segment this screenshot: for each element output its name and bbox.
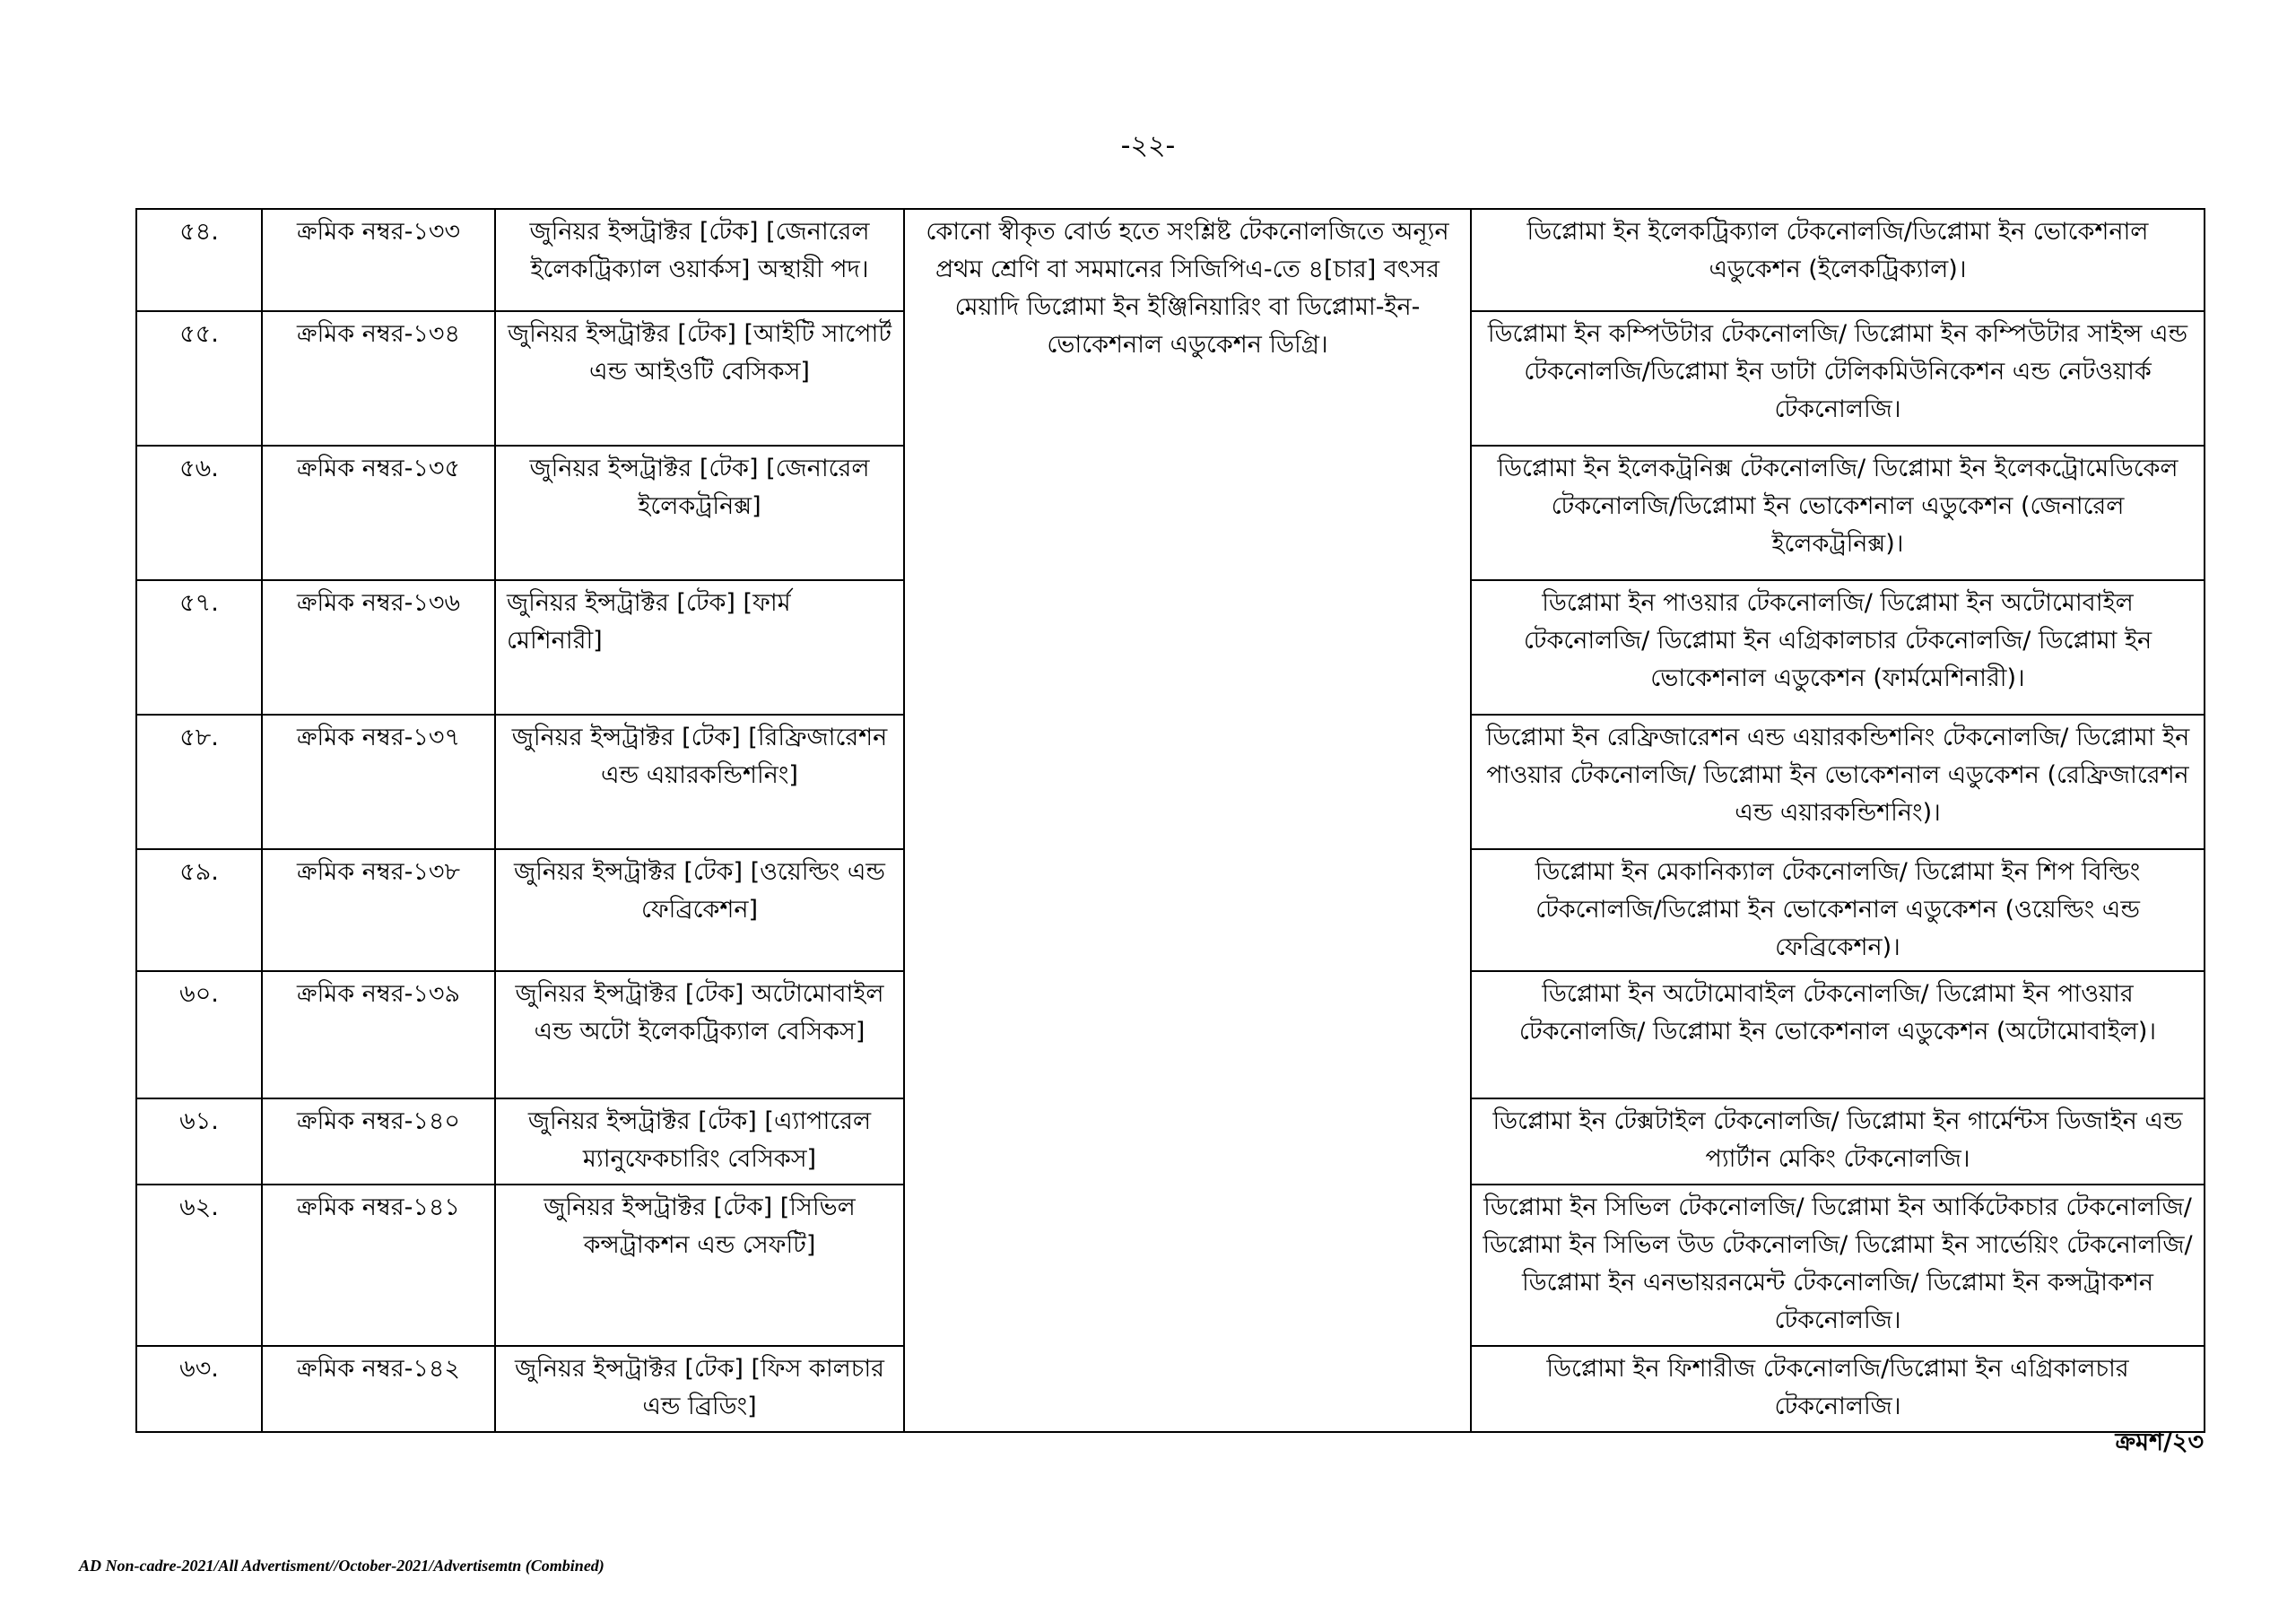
- table-row: [136, 209, 2205, 311]
- row-post: জুনিয়র ইন্সট্রাক্টর [টেক] [ফিস কালচার এন্ড ব্রিডিং]: [495, 1346, 904, 1432]
- row-serial: ক্রমিক নম্বর-১৪১: [262, 1185, 495, 1346]
- row-post: জুনিয়র ইন্সট্রাক্টর [টেক] [আইটি সাপোর্ট এন্ড আইওটি বেসিকস]: [495, 311, 904, 446]
- row-serial: ক্রমিক নম্বর-১৩৪: [262, 311, 495, 446]
- row-education: ডিপ্লোমা ইন সিভিল টেকনোলজি/ ডিপ্লোমা ইন আর্কিটেকচার টেকনোলজি/ডিপ্লোমা ইন সিভিল উড টেকনোলজি/ ডিপ্লোমা ইন সার্ভেয়িং টেকনোলজি/ ডিপ্লোমা ইন এনভায়রনমেন্ট টেকনোলজি/ ডিপ্লোমা ইন কন্সট্রাকশন টেকনোলজি।: [1471, 1185, 2205, 1346]
- row-education: ডিপ্লোমা ইন রেফ্রিজারেশন এন্ড এয়ারকন্ডিশনিং টেকনোলজি/ ডিপ্লোমা ইন পাওয়ার টেকনোলজি/ ডিপ্লোমা ইন ভোকেশনাল এডুকেশন (রেফ্রিজারেশন এন্ড এয়ারকন্ডিশনিং)।: [1471, 715, 2205, 849]
- row-sl: ৫৭.: [136, 580, 262, 715]
- footer-file-path: AD Non-cadre-2021/All Advertisment//October-2021/Advertisemtn (Combined): [79, 1557, 604, 1575]
- vacancy-table: [135, 208, 2205, 1433]
- row-sl: ৬৩.: [136, 1346, 262, 1432]
- row-sl: ৫৪.: [136, 209, 262, 311]
- row-sl: ৬০.: [136, 971, 262, 1098]
- row-post: জুনিয়র ইন্সট্রাক্টর [টেক] [ফার্ম মেশিনারী]: [495, 580, 904, 715]
- row-post: জুনিয়র ইন্সট্রাক্টর [টেক] [এ্যাপারেল ম্যানুফেকচারিং বেসিকস]: [495, 1098, 904, 1185]
- row-serial: ক্রমিক নম্বর-১৩৩: [262, 209, 495, 311]
- row-education: ডিপ্লোমা ইন ইলেকট্রিক্যাল টেকনোলজি/ডিপ্লোমা ইন ভোকেশনাল এডুকেশন (ইলেকট্রিক্যাল)।: [1471, 209, 2205, 311]
- page-number: -২২-: [1120, 130, 1176, 161]
- row-serial: ক্রমিক নম্বর-১৩৬: [262, 580, 495, 715]
- row-serial: ক্রমিক নম্বর-১৩৮: [262, 849, 495, 971]
- row-post: জুনিয়র ইন্সট্রাক্টর [টেক] [সিভিল কন্সট্রাকশন এন্ড সেফটি]: [495, 1185, 904, 1346]
- row-serial: ক্রমিক নম্বর-১৩৫: [262, 446, 495, 580]
- row-education: ডিপ্লোমা ইন ইলেকট্রনিক্স টেকনোলজি/ ডিপ্লোমা ইন ইলেকট্রোমেডিকেল টেকনোলজি/ডিপ্লোমা ইন ভোকেশনাল এডুকেশন (জেনারেল ইলেকট্রনিক্স)।: [1471, 446, 2205, 580]
- row-sl: ৫৯.: [136, 849, 262, 971]
- row-education: ডিপ্লোমা ইন পাওয়ার টেকনোলজি/ ডিপ্লোমা ইন অটোমোবাইল টেকনোলজি/ ডিপ্লোমা ইন এগ্রিকালচার টেকনোলজি/ ডিপ্লোমা ইন ভোকেশনাল এডুকেশন (ফার্মমেশিনারী)।: [1471, 580, 2205, 715]
- row-education: ডিপ্লোমা ইন কম্পিউটার টেকনোলজি/ ডিপ্লোমা ইন কম্পিউটার সাইন্স এন্ড টেকনোলজি/ডিপ্লোমা ইন ডাটা টেলিকমিউনিকেশন এন্ড নেটওয়ার্ক টেকনোলজি।: [1471, 311, 2205, 446]
- row-serial: ক্রমিক নম্বর-১৩৯: [262, 971, 495, 1098]
- row-sl: ৫৫.: [136, 311, 262, 446]
- row-education: ডিপ্লোমা ইন টেক্সটাইল টেকনোলজি/ ডিপ্লোমা ইন গার্মেন্টস ডিজাইন এন্ড প্যার্টান মেকিং টেকনোলজি।: [1471, 1098, 2205, 1185]
- common-qualification: কোনো স্বীকৃত বোর্ড হতে সংশ্লিষ্ট টেকনোলজিতে অন্যূন প্রথম শ্রেণি বা সমমানের সিজিপিএ-তে ৪[চার] বৎসর মেয়াদি ডিপ্লোমা ইন ইঞ্জিনিয়ারিং বা ডিপ্লোমা-ইন-ভোকেশনাল এডুকেশন ডিগ্রি।: [904, 209, 1471, 1432]
- row-sl: ৬২.: [136, 1185, 262, 1346]
- row-education: ডিপ্লোমা ইন মেকানিক্যাল টেকনোলজি/ ডিপ্লোমা ইন শিপ বিল্ডিং টেকনোলজি/ডিপ্লোমা ইন ভোকেশনাল এডুকেশন (ওয়েল্ডিং এন্ড ফেব্রিকেশন)।: [1471, 849, 2205, 971]
- row-education: ডিপ্লোমা ইন অটোমোবাইল টেকনোলজি/ ডিপ্লোমা ইন পাওয়ার টেকনোলজি/ ডিপ্লোমা ইন ভোকেশনাল এডুকেশন (অটোমোবাইল)।: [1471, 971, 2205, 1098]
- row-sl: ৫৬.: [136, 446, 262, 580]
- continued-note: ক্রমশ/২৩: [2115, 1428, 2204, 1456]
- row-serial: ক্রমিক নম্বর-১৪০: [262, 1098, 495, 1185]
- row-serial: ক্রমিক নম্বর-১৪২: [262, 1346, 495, 1432]
- row-education: ডিপ্লোমা ইন ফিশারীজ টেকনোলজি/ডিপ্লোমা ইন এগ্রিকালচার টেকনোলজি।: [1471, 1346, 2205, 1432]
- row-post: জুনিয়র ইন্সট্রাক্টর [টেক] [রিফ্রিজারেশন এন্ড এয়ারকন্ডিশনিং]: [495, 715, 904, 849]
- row-sl: ৬১.: [136, 1098, 262, 1185]
- row-sl: ৫৮.: [136, 715, 262, 849]
- row-serial: ক্রমিক নম্বর-১৩৭: [262, 715, 495, 849]
- row-post: জুনিয়র ইন্সট্রাক্টর [টেক] অটোমোবাইল এন্ড অটো ইলেকট্রিক্যাল বেসিকস]: [495, 971, 904, 1098]
- row-post: জুনিয়র ইন্সট্রাক্টর [টেক] [ওয়েল্ডিং এন্ড ফেব্রিকেশন]: [495, 849, 904, 971]
- row-post: জুনিয়র ইন্সট্রাক্টর [টেক] [জেনারেল ইলেকট্রনিক্স]: [495, 446, 904, 580]
- row-post: জুনিয়র ইন্সট্রাক্টর [টেক] [জেনারেল ইলেকট্রিক্যাল ওয়ার্কস] অস্থায়ী পদ।: [495, 209, 904, 311]
